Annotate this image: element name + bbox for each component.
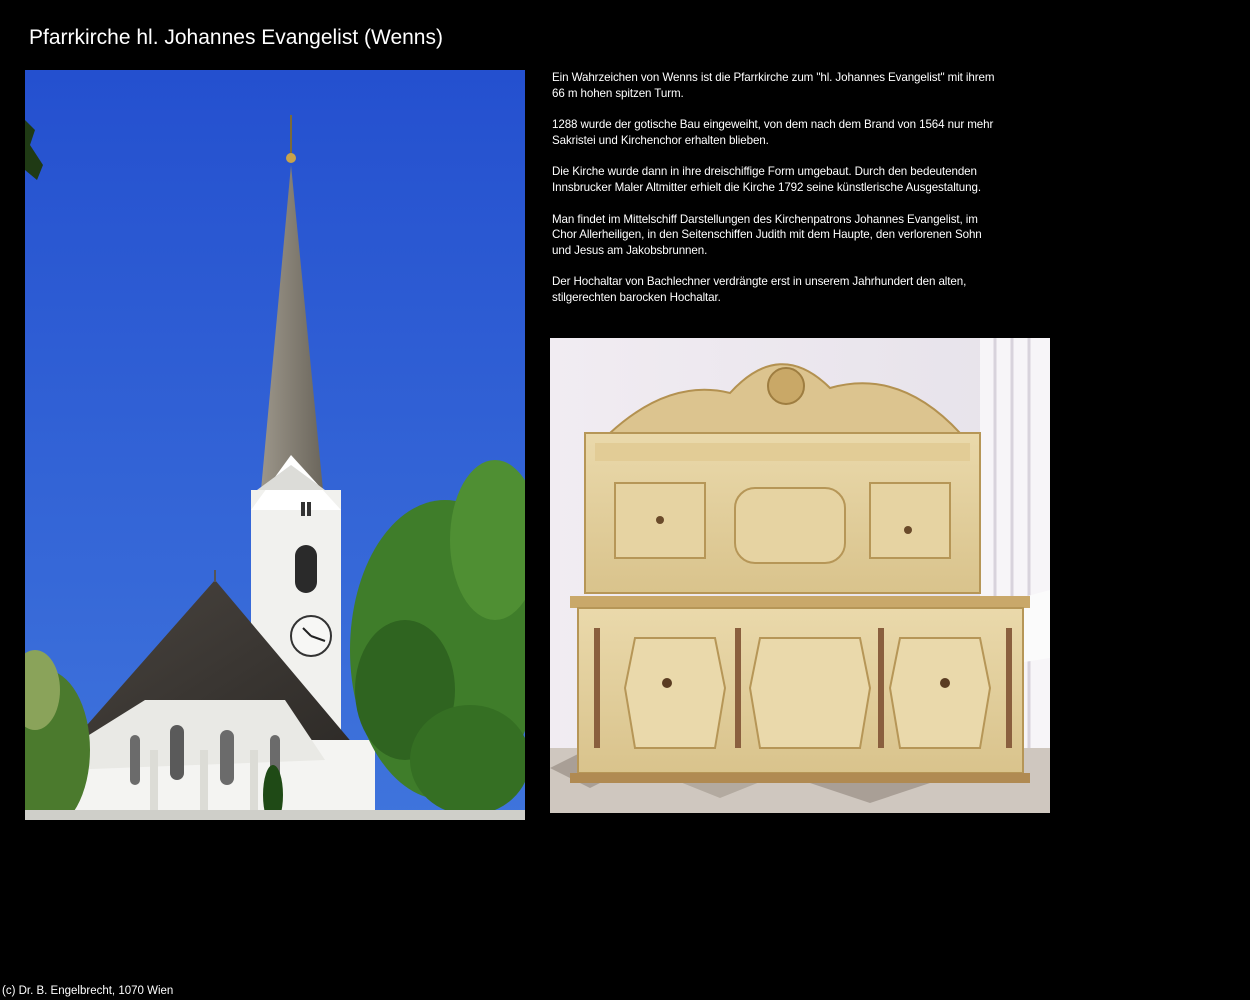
description-paragraph: Man findet im Mittelschiff Darstellungen des Kirchenpatrons Johannes Evangelist, im Chor Allerheiligen, in den Seitenschiffen Judith mit dem Haupte, den verlorenen Sohn und Jesus am Jakobsbrunnen. [552,212,982,257]
description-paragraph: Die Kirche wurde dann in ihre dreischiffige Form umgebaut. Durch den bedeutenden Innsbrucker Maler Altmitter erhielt die Kirche 1792 seine künstlerische Ausgestaltung. [552,165,981,194]
page-title: Pfarrkirche hl. Johannes Evangelist (Wenns) [29,26,443,49]
description-paragraph: Der Hochaltar von Bachlechner verdrängte erst in unserem Jahrhundert den alten, stilgerechten barocken Hochaltar. [552,275,967,304]
church-photo[interactable] [25,70,525,820]
description-text [552,70,1002,322]
description-paragraph: 1288 wurde der gotische Bau eingeweiht, von dem nach dem Brand von 1564 nur mehr Sakristei und Kirchenchor erhalten blieben. [552,118,994,147]
copyright-footer: (c) Dr. B. Engelbrecht, 1070 Wien [2,985,174,997]
altar-photo[interactable] [550,338,1050,813]
description-paragraph: Ein Wahrzeichen von Wenns ist die Pfarrkirche zum "hl. Johannes Evangelist" mit ihrem 66 m hohen spitzen Turm. [552,71,995,100]
